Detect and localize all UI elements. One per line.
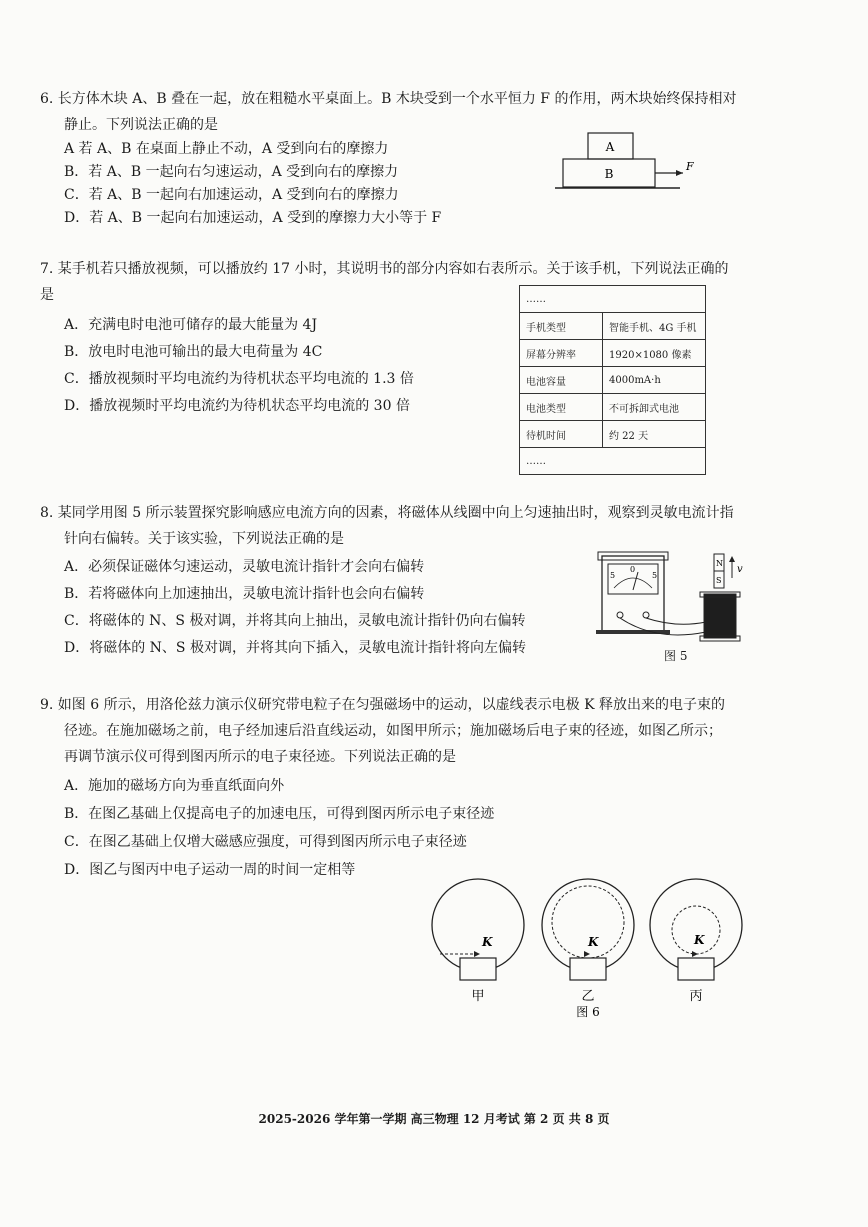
magnet-s-label: S — [716, 576, 722, 585]
galvanometer-needle — [633, 572, 638, 590]
table-row — [520, 394, 706, 421]
q7-option-b: B．放电时电池可输出的最大电荷量为 4C — [64, 344, 323, 360]
spec-key: 屏幕分辨率 — [520, 340, 603, 367]
q8-stem: 8. 某同学用图 5 所示装置探究影响感应电流方向的因素，将磁体从线圈中向上匀速抽出时，观察到灵敏电流计指 — [40, 505, 734, 521]
block-a-label: A — [605, 140, 615, 154]
cathode-bing — [692, 951, 698, 957]
spec-value: 4000mA·h — [603, 367, 706, 394]
k-label-yi: K — [588, 935, 599, 949]
electrode-base-jia — [460, 958, 496, 980]
scale-left-label: 5 — [610, 571, 616, 580]
spec-key: 电池类型 — [520, 394, 603, 421]
q9-option-a: A．施加的磁场方向为垂直纸面向外 — [64, 778, 285, 794]
q8-option-a: A．必须保证磁体匀速运动，灵敏电流计指针才会向右偏转 — [64, 559, 425, 575]
table-row — [520, 421, 706, 448]
spec-key: 电池容量 — [520, 367, 603, 394]
q6-stem: 6. 长方体木块 A、B 叠在一起，放在粗糙水平桌面上。B 木块受到一个水平恒力 F 的作用，两木块始终保持相对 — [40, 91, 737, 107]
velocity-arrowhead — [729, 556, 735, 562]
q9-lorentz-figure — [428, 870, 748, 1020]
q7-stem-cont: 是 — [40, 287, 54, 303]
table-row — [520, 340, 706, 367]
spec-table-bottom: …… — [520, 448, 706, 475]
q6-option-d: D．若 A、B 一起向右加速运动，A 受到的摩擦力大小等于 F — [64, 210, 442, 226]
q9-option-d: D．图乙与图丙中电子运动一周的时间一定相等 — [64, 862, 356, 878]
velocity-label: v — [737, 564, 743, 575]
q7-stem: 7. 某手机若只播放视频，可以播放约 17 小时，其说明书的部分内容如右表所示。关于该手机，下列说法正确的 — [40, 261, 729, 277]
q6-option-b: B．若 A、B 一起向右匀速运动，A 受到向右的摩擦力 — [64, 164, 399, 180]
scale-mid-label: 0 — [630, 565, 636, 574]
q7-option-d: D．播放视频时平均电流约为待机状态平均电流的 30 倍 — [64, 398, 410, 414]
q9-option-b: B．在图乙基础上仅提高电子的加速电压，可得到图丙所示电子束径迹 — [64, 806, 495, 822]
fig-bing — [650, 879, 742, 1004]
fig6-caption: 图 6 — [576, 1005, 600, 1019]
q8-option-b: B．若将磁体向上加速抽出，灵敏电流计指针也会向右偏转 — [64, 586, 425, 602]
q9-option-c: C．在图乙基础上仅增大磁感应强度，可得到图丙所示电子束径迹 — [64, 834, 467, 850]
spec-value: 1920×1080 像素 — [603, 340, 706, 367]
question-9 — [40, 692, 800, 884]
magnet-n-label: N — [716, 559, 723, 568]
q7-option-a: A．充满电时电池可储存的最大能量为 4J — [64, 317, 318, 333]
terminal-right — [643, 612, 649, 618]
q6-stem-cont: 静止。下列说法正确的是 — [64, 117, 218, 133]
fig-yi — [542, 879, 634, 1004]
phone-spec-table — [519, 285, 706, 475]
page-footer: 2025-2026 学年第一学期 高三物理 12 月考试 第 2 页 共 8 页 — [258, 1112, 610, 1126]
spec-value: 不可拆卸式电池 — [603, 394, 706, 421]
q6-option-c: C．若 A、B 一起向右加速运动，A 受到向右的摩擦力 — [64, 187, 399, 203]
fig5-caption: 图 5 — [664, 649, 688, 663]
q6-blocks-figure — [555, 130, 695, 200]
spec-value: 智能手机、4G 手机 — [603, 313, 706, 340]
k-label-bing: K — [694, 933, 705, 947]
caption-bing: 丙 — [689, 989, 703, 1004]
coil — [704, 594, 736, 638]
caption-jia: 甲 — [471, 989, 485, 1004]
spec-table-top: …… — [520, 286, 706, 313]
k-label-jia: K — [482, 935, 493, 949]
table-row — [520, 367, 706, 394]
q8-option-d: D．将磁体的 N、S 极对调，并将其向下插入，灵敏电流计指针将向左偏转 — [64, 640, 526, 656]
caption-yi: 乙 — [581, 989, 595, 1004]
bulb-bing — [650, 879, 742, 971]
electrode-base-bing — [678, 958, 714, 980]
wire-2 — [646, 618, 706, 624]
q7-option-c: C．播放视频时平均电流约为待机状态平均电流的 1.3 倍 — [64, 371, 414, 387]
q6-option-a: A 若 A、B 在桌面上静止不动，A 受到向右的摩擦力 — [64, 141, 389, 157]
fig-jia — [432, 879, 524, 1004]
cathode-yi — [584, 951, 590, 957]
spec-key: 手机类型 — [520, 313, 603, 340]
electrode-base-yi — [570, 958, 606, 980]
force-arrowhead — [676, 170, 683, 176]
table-row — [520, 313, 706, 340]
q9-stem-cont2: 再调节演示仪可得到图丙所示的电子束径迹。下列说法正确的是 — [64, 749, 456, 765]
q9-stem-cont: 径迹。在施加磁场之前，电子经加速后沿直线运动，如图甲所示；施加磁场后电子束的径迹，如图乙所示； — [64, 723, 722, 739]
terminal-left — [617, 612, 623, 618]
cathode-jia — [474, 951, 480, 957]
scale-right-label: 5 — [652, 571, 658, 580]
q8-option-c: C．将磁体的 N、S 极对调，并将其向上抽出，灵敏电流计指针仍向右偏转 — [64, 613, 526, 629]
bulb-jia — [432, 879, 524, 971]
q9-stem: 9. 如图 6 所示，用洛伦兹力演示仪研究带电粒子在匀强磁场中的运动，以虚线表示电极 K 释放出来的电子束的 — [40, 697, 725, 713]
q8-stem-cont: 针向右偏转。关于该实验，下列说法正确的是 — [64, 531, 344, 547]
bulb-yi — [542, 879, 634, 971]
spec-key: 待机时间 — [520, 421, 603, 448]
force-label: F — [686, 160, 694, 173]
spec-value: 约 22 天 — [603, 421, 706, 448]
dial-scale — [614, 578, 652, 588]
block-b-label: B — [604, 167, 614, 181]
